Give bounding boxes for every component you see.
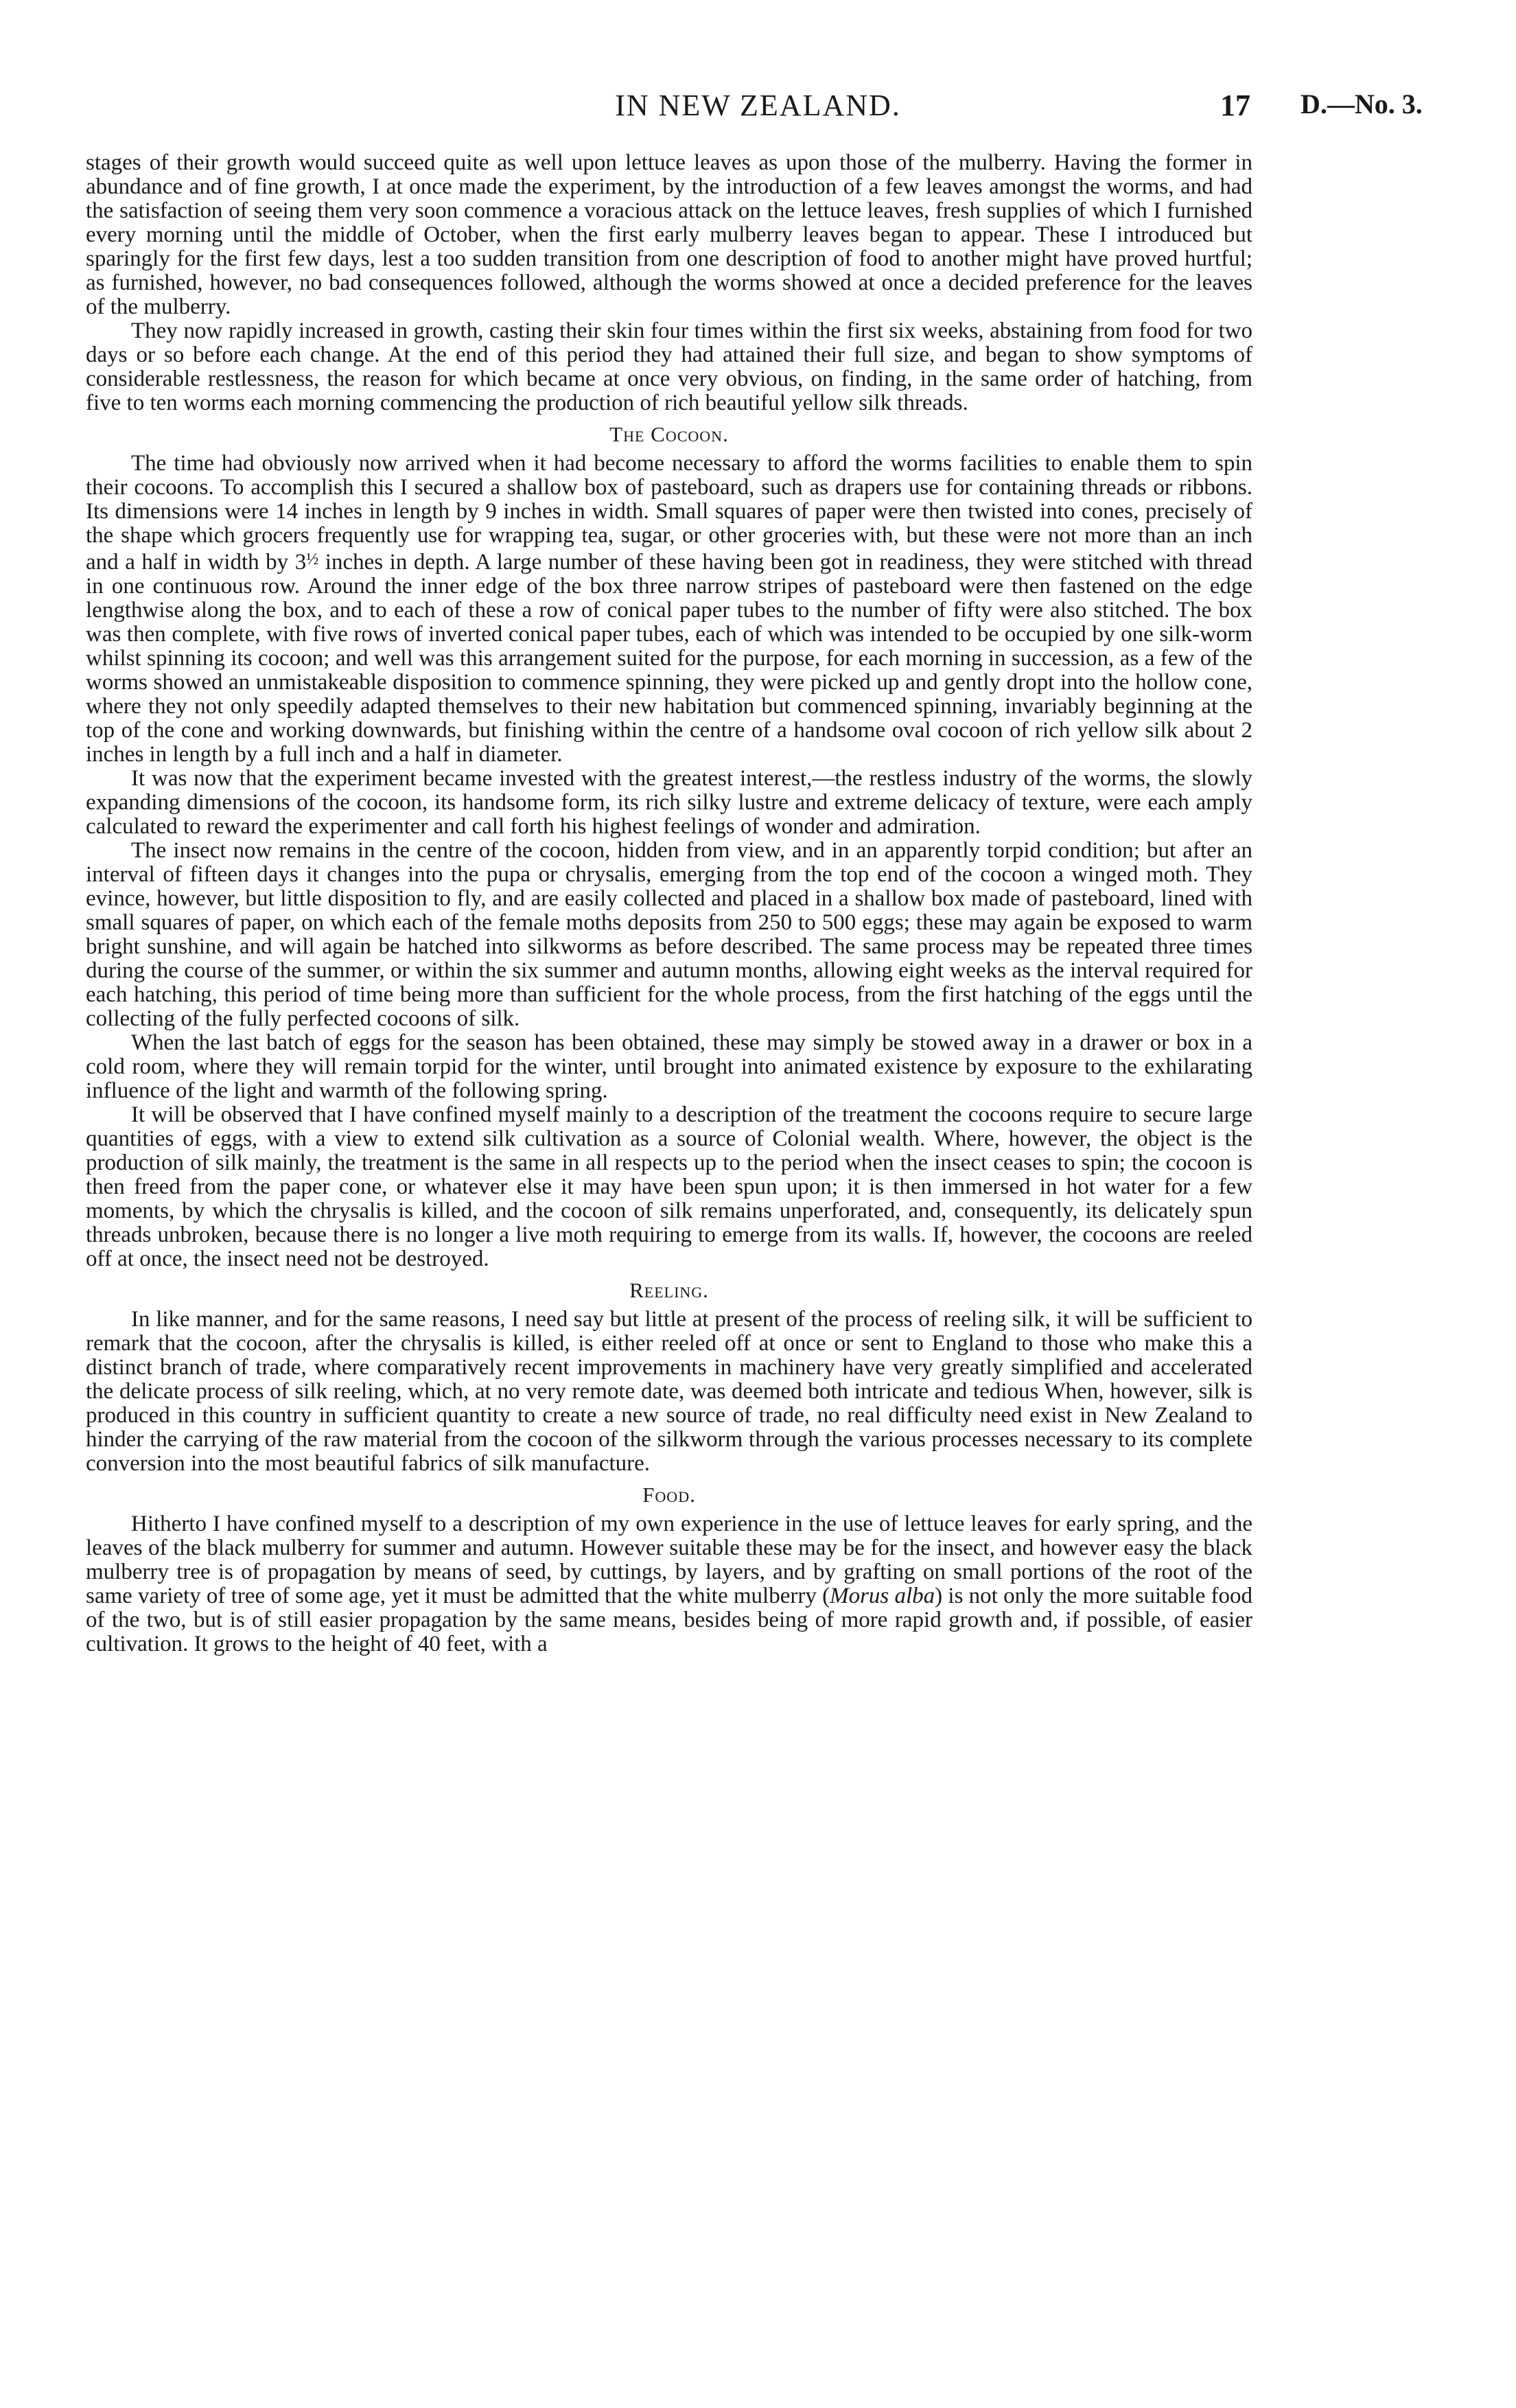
section-heading-food: Food. bbox=[642, 1483, 696, 1507]
paragraph: When the last batch of eggs for the season has been obtained, these may simply be stowed away in a drawer or box in a cold room, where they will remain torpid for the winter, until brought into animated existence by exposure to the exhilarating influence of the light and warmth of the following spring. bbox=[86, 1030, 1252, 1103]
page-header bbox=[0, 88, 1516, 129]
paragraph: The insect now remains in the centre of the cocoon, hidden from view, and in an apparently torpid condition; but after an interval of fifteen days it changes into the pupa or chrysalis, emerging from the top end of the cocoon a winged moth. They evince, however, but little disposition to fly, and are easily collected and placed in a shallow box made of pasteboard, lined with small squares of paper, on which each of the female moths deposits from 250 to 500 eggs; these may again be exposed to warm bright sunshine, and will again be hatched into silkworms as before described. The same process may be repeated three times during the course of the summer, or within the six summer and autumn months, allowing eight weeks as the interval required for each hatching, this period of time being more than sufficient for the whole process, from the first hatching of the eggs until the collecting of the fully perfected cocoons of silk. bbox=[86, 838, 1252, 1031]
paragraph: It will be observed that I have confined myself mainly to a description of the treatment the cocoons require to secure large quantities of eggs, with a view to extend silk cultivation as a source of Colonial wealth. Where, however, the object is the production of silk mainly, the treatment is the same in all respects up to the period when the insect ceases to spin; the cocoon is then freed from the paper cone, or whatever else it may have been spun upon; it is then immersed in hot water for a few moments, by which the chrysalis is killed, and the cocoon of silk remains unperforated, and, consequently, its delicately spun threads unbroken, because there is no longer a live moth requiring to emerge from its walls. If, however, the cocoons are reeled off at once, the insect need not be destroyed. bbox=[86, 1102, 1252, 1271]
paragraph bbox=[86, 1512, 1252, 1656]
body-text bbox=[86, 151, 1252, 1656]
paragraph-text: ) is not only the more suitable food of the two, but is of still easier propagation by the same means, besides being of more rapid growth and, if possible, of easier cultivation. It grows to the height of 40 feet, with a bbox=[86, 1584, 1253, 1656]
paragraph: They now rapidly increased in growth, casting their skin four times within the first six weeks, abstaining from food for two days or so before each change. At the end of this period they had attained their full size, and began to show symptoms of considerable restlessness, the reason for which became at once very obvious, on finding, in the same order of hatching, from five to ten worms each morning commencing the production of rich beautiful yellow silk threads. bbox=[86, 319, 1252, 415]
fraction: ½ bbox=[306, 551, 319, 568]
paragraph-text: The time had obviously now arrived when it had become necessary to afford the worms facilities to enable them to spin their cocoons. To accomplish this I secured a shallow box of pasteboard, such as drapers use for containing threads or ribbons. Its dimensions were 14 inches in length by 9 inches in width. Small squares of paper were then twisted into cones, precisely of the shape which grocers frequently use for wrapping tea, sugar, or other groceries with, but these were not more than an inch and a half in width by 3 bbox=[86, 451, 1252, 575]
section-heading-cocoon: The Cocoon. bbox=[609, 422, 729, 446]
paragraph: It was now that the experiment became invested with the greatest interest,—the restless industry of the worms, the slowly expanding dimensions of the cocoon, its handsome form, its rich silky lustre and extreme delicacy of texture, were each amply calculated to reward the experimenter and call forth his highest feelings of wonder and admiration. bbox=[86, 766, 1252, 839]
page-number: 17 bbox=[1220, 89, 1250, 122]
latin-name: Morus alba bbox=[830, 1584, 935, 1608]
paragraph-text: inches in depth. A large number of these having been got in readiness, they were stitched with thread in one continuous row. Around the inner edge of the box three narrow stripes of pasteboard were then fastened on the edge lengthwise along the box, and to each of these a row of conical paper tubes to the number of fifty were also stitched. The box was then complete, with five rows of inverted conical paper tubes, each of which was intended to be occupied by one silk-worm whilst spinning its cocoon; and well was this arrangement suited for the purpose, for each morning in succession, as a few of the worms showed an unmistakeable disposition to commence spinning, they were picked up and gently dropt into the hollow cone, where they not only speedily adapted themselves to their new habitation but commenced spinning, invariably beginning at the top of the cone and working downwards, but finishing within the centre of a handsome oval cocoon of rich yellow silk about 2 inches in length by a full inch and a half in diameter. bbox=[86, 550, 1253, 767]
paragraph-text: Hitherto I have confined myself to a description of my own experience in the use of lettuce leaves for early spring, and the leaves of the black mulberry for summer and autumn. However suitable these may be for the insect, and however easy the black mulberry tree is of propagation by means of seed, by cuttings, by layers, and by grafting on small portions of the root of the same variety of tree of some age, yet it must be admitted that the white mulberry ( bbox=[86, 1512, 1252, 1608]
paragraph bbox=[86, 452, 1252, 767]
running-title: IN NEW ZEALAND. bbox=[615, 89, 901, 122]
section-heading-reeling: Reeling. bbox=[629, 1278, 709, 1302]
document-reference: D.—No. 3. bbox=[1301, 89, 1423, 119]
paragraph: In like manner, and for the same reasons, I need say but little at present of the process of reeling silk, it will be sufficient to remark that the cocoon, after the chrysalis is killed, is either reeled off at once or sent to England to those who make this a distinct branch of trade, where comparatively recent improvements in machinery have very greatly simplified and accelerated the delicate process of silk reeling, which, at no very remote date, was deemed both intricate and tedious When, however, silk is produced in this country in sufficient quantity to create a new source of trade, no real difficulty need exist in New Zealand to hinder the carrying of the raw material from the cocoon of the silkworm through the various processes necessary to its complete conversion into the most beautiful fabrics of silk manufacture. bbox=[86, 1307, 1252, 1476]
paragraph: stages of their growth would succeed quite as well upon lettuce leaves as upon those of the mulberry. Having the former in abundance and of fine growth, I at once made the experiment, by the introduction of a few leaves amongst the worms, and had the satisfaction of seeing them very soon commence a voracious attack on the lettuce leaves, fresh supplies of which I furnished every morning until the middle of October, when the first early mulberry leaves began to appear. These I introduced but sparingly for the first few days, lest a too sudden transition from one description of food to another might have proved hurtful; as furnished, however, no bad consequences followed, although the worms showed at once a decided preference for the leaves of the mulberry. bbox=[86, 150, 1252, 319]
